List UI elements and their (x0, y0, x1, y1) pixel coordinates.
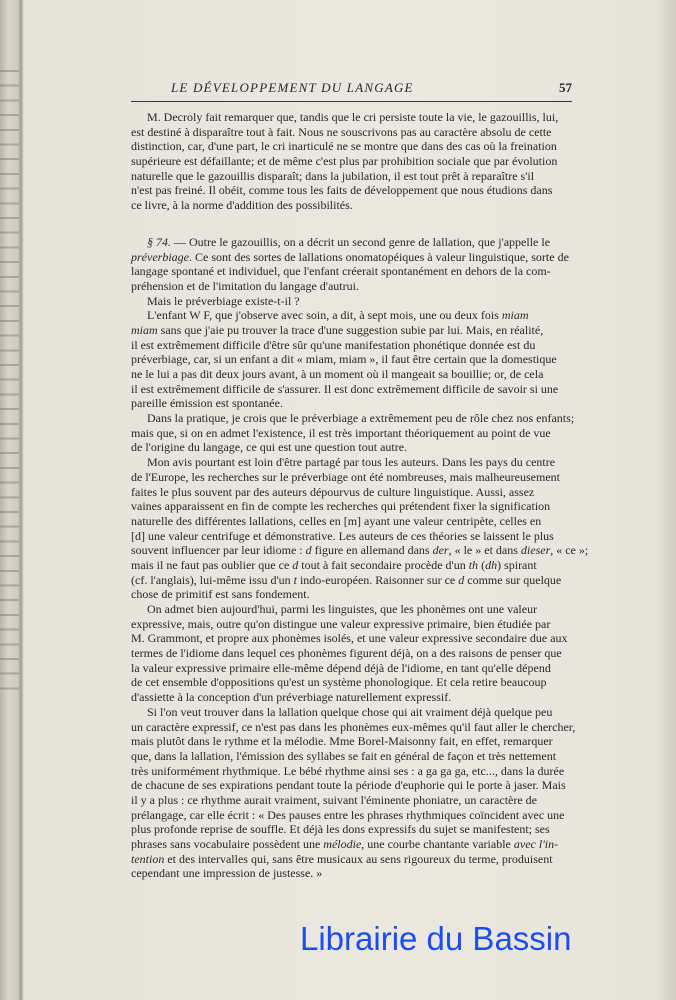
text-line (131, 125, 572, 140)
text-line-content: naturelle que le gazouillis disparaît; dans la jubilation, il est tout prêt à reparaître s'il (131, 168, 535, 183)
text-line (131, 499, 572, 514)
text-line-content: Si l'on veut trouver dans la lallation quelque chose qui ait vraiment déjà quelque peu (147, 704, 553, 719)
text-line (131, 367, 572, 382)
italic-text: § 74. (147, 234, 171, 249)
text-line-content: mais que, si on en admet l'existence, il est très important théoriquement au point de vue (131, 425, 551, 440)
text-line-content: préhension et de l'imitation du langage d'autrui. (131, 278, 359, 293)
text-line (131, 602, 572, 617)
text-line-content: de cet ensemble d'oppositions qu'est un système phonologique. Et cela retire beaucoup (131, 675, 547, 690)
text-line (131, 617, 572, 632)
italic-text: th (468, 557, 479, 572)
running-head-title: LE DÉVELOPPEMENT DU LANGAGE (171, 80, 414, 95)
text-line (131, 250, 572, 265)
text-line (131, 139, 572, 154)
text-line (131, 822, 572, 837)
text-line (131, 646, 572, 661)
text-segment: ( (478, 557, 486, 572)
text-line (131, 235, 572, 250)
text-line (131, 110, 572, 125)
text-segment: comme sur quelque (464, 572, 562, 587)
italic-text: d (458, 572, 465, 587)
italic-text: miam (501, 308, 529, 323)
text-line (131, 338, 572, 353)
text-line-content: de l'Europe, les recherches sur le préverbiage ont été nombreuses, mais malheureusement (131, 469, 560, 484)
text-line (131, 705, 572, 720)
text-line-content: supérieure est défaillante; et de même c'est plus par prohibition sociale que par évolution (131, 154, 558, 169)
paragraph (131, 235, 572, 294)
text-line-content: il est extrêmement difficile de s'assurer. Il est donc extrêmement difficile de savoir si une (131, 381, 559, 396)
text-line-content: On admet bien aujourd'hui, parmi les linguistes, que les phonèmes ont une valeur (147, 602, 538, 616)
text-line (131, 470, 572, 485)
text-line-content: distinction, car, d'une part, le cri inarticulé ne se montre que dans des cas où la freination (131, 139, 557, 154)
running-header (131, 80, 572, 98)
text-line-content: cependant une impression de justesse. » (131, 866, 323, 881)
text-line-content: que, dans la lallation, l'émission des syllabes se fait en général de façon et très nettement (131, 748, 557, 763)
text-line (131, 485, 572, 500)
body-text (131, 110, 589, 881)
text-line (131, 529, 572, 544)
text-line-content (131, 558, 537, 573)
paragraph-gap (131, 213, 572, 235)
text-line (131, 382, 572, 397)
text-line-content: vaines apparaissent en fin de compte les recherches qui prétendent fixer la signification (131, 499, 551, 514)
text-segment: (cf. l'anglais), lui-même issu d'un (131, 572, 294, 587)
text-line (131, 690, 572, 705)
text-segment: , une courbe chantante variable (361, 837, 514, 851)
italic-text: dh (485, 557, 498, 572)
text-line-content: de l'origine du langage, ce qui est une question tout autre. (131, 440, 408, 455)
text-line-content (131, 837, 558, 852)
italic-text: mélodie (323, 837, 362, 851)
text-line-content: ce livre, à la norme d'addition des possibilités. (131, 198, 353, 213)
text-line-content (147, 235, 550, 250)
page-number: 57 (559, 80, 572, 95)
text-line-content: prélangage, car elle écrit : « Des pauses entre les phrases rhythmiques coïncident avec une (131, 807, 565, 822)
text-line-content: la valeur expressive primaire elle-même dépend déjà de l'idiome, en tant qu'elle dépend (131, 660, 551, 675)
text-line (131, 749, 572, 764)
text-line (131, 411, 575, 426)
text-line (131, 279, 572, 294)
italic-text: préverbiage (131, 249, 189, 264)
text-line (131, 734, 572, 749)
paragraph (131, 294, 572, 309)
watermark: Librairie du Bassin (300, 920, 572, 957)
italic-text: der (432, 543, 449, 558)
text-line-content: préverbiage, car, si un enfant a dit « miam, miam », il faut être certain que la domestique (131, 352, 557, 367)
text-segment: mais il ne faut pas oublier que ce (131, 557, 293, 572)
text-line-content (131, 250, 569, 265)
text-line-content: il y a plus : ce rhythme aurait vraiment, suivant l'éminente phoniatre, un caractère de (131, 792, 538, 807)
text-line-content: [d] une valeur centrifuge et démonstrative. Les auteurs de ces théories se laissent le plus (131, 528, 554, 543)
paragraph (131, 704, 576, 881)
text-line (131, 573, 572, 588)
text-segment: ) spirant (497, 557, 537, 572)
text-line (131, 426, 572, 441)
text-line (131, 154, 572, 169)
text-line-content: un caractère expressif, ce n'est pas dans les phonèmes eux-mêmes qu'il faut aller le chercher, (131, 719, 576, 734)
text-line-content: Dans la pratique, je crois que le préverbiage a extrêmement peu de rôle chez nos enfants; (147, 411, 575, 426)
text-line (131, 852, 572, 867)
text-line-content: langage spontané et individuel, que l'enfant créerait spontanément en dehors de la com- (131, 264, 551, 279)
text-line-content: M. Grammont, et propre aux phonèmes isolés, et une valeur expressive secondaire due aux (131, 631, 568, 646)
text-line-content: de chacune de ses expirations pendant toute la période d'euphorie qui le porte à jaser. Mais (131, 778, 566, 793)
text-line-content: expressive, mais, outre qu'on distingue une valeur expressive primaire, bien étudiée par (131, 616, 551, 631)
text-line-content: plus profonde reprise de souffle. Et déjà les dons expressifs du sujet se manifestent; ses (131, 822, 550, 837)
paragraph (131, 110, 572, 213)
text-line (131, 308, 572, 323)
italic-text: dieser (520, 543, 551, 558)
text-line (131, 323, 572, 338)
italic-text: avec l'in- (513, 837, 559, 851)
text-line (131, 198, 572, 213)
text-line (131, 514, 572, 529)
italic-text: d (292, 557, 299, 572)
text-line (131, 866, 572, 881)
text-line-content (131, 852, 553, 867)
text-segment: , « ce »; (550, 543, 589, 558)
text-line-content (131, 323, 543, 338)
text-segment: tout à fait secondaire procède d'un (298, 557, 469, 572)
text-line-content: termes de l'idiome dans lequel ces phonèmes figurent déjà, on a des raisons de penser que (131, 646, 562, 661)
paragraph (131, 308, 572, 411)
text-line (131, 352, 572, 367)
text-line-content: ne le lui a pas dit deux jours avant, à un moment où il mangeait sa bouillie; or, de cela (131, 367, 544, 381)
text-segment: figure en allemand dans (311, 543, 433, 558)
text-line (131, 558, 572, 573)
text-line-content: chose de primitif est sans fondement. (131, 587, 310, 602)
text-line (131, 543, 589, 558)
text-line-content: très uniformément rhythmique. Le bébé rhythme ainsi ses : a ga ga ga, etc..., dans la durée (131, 763, 565, 778)
text-line (131, 719, 576, 735)
text-line (131, 661, 572, 676)
text-line (131, 455, 572, 470)
text-segment: , « le » et dans (448, 543, 521, 558)
text-line-content: d'assiette à la conception d'un préverbiage naturellement expressif. (131, 690, 452, 705)
text-line-content: mais plutôt dans le rythme et la mélodie. Mme Borel-Maisonny fait, en effet, remarquer (131, 734, 553, 749)
text-line (131, 440, 572, 455)
text-line-content: pareille émission est spontanée. (131, 396, 283, 411)
text-line-content (131, 543, 588, 558)
italic-text: d (305, 543, 312, 558)
text-line-content: est destiné à disparaître tout à fait. Nous ne souscrivons pas au caractère absolu de cette (131, 124, 552, 139)
text-line (131, 778, 572, 793)
text-line (131, 396, 572, 411)
text-segment: souvent influencer par leur idiome : (131, 543, 306, 558)
text-line-content: naturelle des différentes lallations, celles en [m] ayant une valeur centripète, celles en (131, 513, 542, 528)
header-rule (131, 101, 572, 102)
text-line (131, 183, 572, 198)
italic-text: tention (131, 851, 165, 866)
text-segment: — Outre le gazouillis, on a décrit un second genre de lallation, que j'appelle le (171, 234, 551, 249)
text-line (131, 837, 572, 852)
text-line (131, 675, 572, 690)
text-line (131, 793, 572, 808)
italic-text: t (293, 572, 297, 587)
text-segment: indo-européen. Raisonner sur ce (296, 572, 459, 587)
text-segment: sans que j'aie pu trouver la trace d'une suggestion subie par lui. Mais, en réalité, (157, 322, 544, 337)
text-segment: . Ce sont des sortes de lallations onomatopéiques à valeur linguistique, sorte de (188, 249, 569, 264)
text-line-content: n'est pas freiné. Il obéit, comme tous les faits de développement que nous étudions dans (131, 183, 553, 198)
text-line (131, 264, 572, 279)
italic-text: miam (131, 322, 158, 337)
text-line (131, 294, 572, 309)
text-segment: phrases sans vocabulaire possèdent une (131, 837, 324, 851)
text-line-content: il est extrêmement difficile d'être sûr qu'une manifestation phonétique donnée est du (131, 337, 536, 352)
text-line-content: Mon avis pourtant est loin d'être partagé par tous les auteurs. Dans les pays du centre (147, 455, 556, 470)
text-line (131, 587, 572, 602)
text-line (131, 169, 572, 184)
text-line-content (147, 308, 529, 323)
paragraph (131, 602, 572, 705)
text-line (131, 631, 572, 646)
text-line-content: faites le plus souvent par des auteurs dépourvus de culture linguistique. Aussi, assez (131, 484, 535, 499)
text-line-content: Mais le préverbiage existe-t-il ? (147, 293, 300, 308)
previous-page-edge (0, 60, 19, 700)
text-line (131, 808, 572, 823)
text-segment: L'enfant W F, que j'observe avec soin, a dit, à sept mois, une ou deux fois (147, 308, 502, 323)
text-line-content: M. Decroly fait remarquer que, tandis que le cri persiste toute la vie, le gazouillis, lui, (147, 110, 559, 124)
paragraph (131, 411, 575, 455)
text-line-content (131, 573, 561, 588)
paragraph (131, 455, 589, 602)
text-segment: et des intervalles qui, sans être musicaux au sens rigoureux du terme, produisent (164, 851, 553, 866)
text-line (131, 764, 572, 779)
